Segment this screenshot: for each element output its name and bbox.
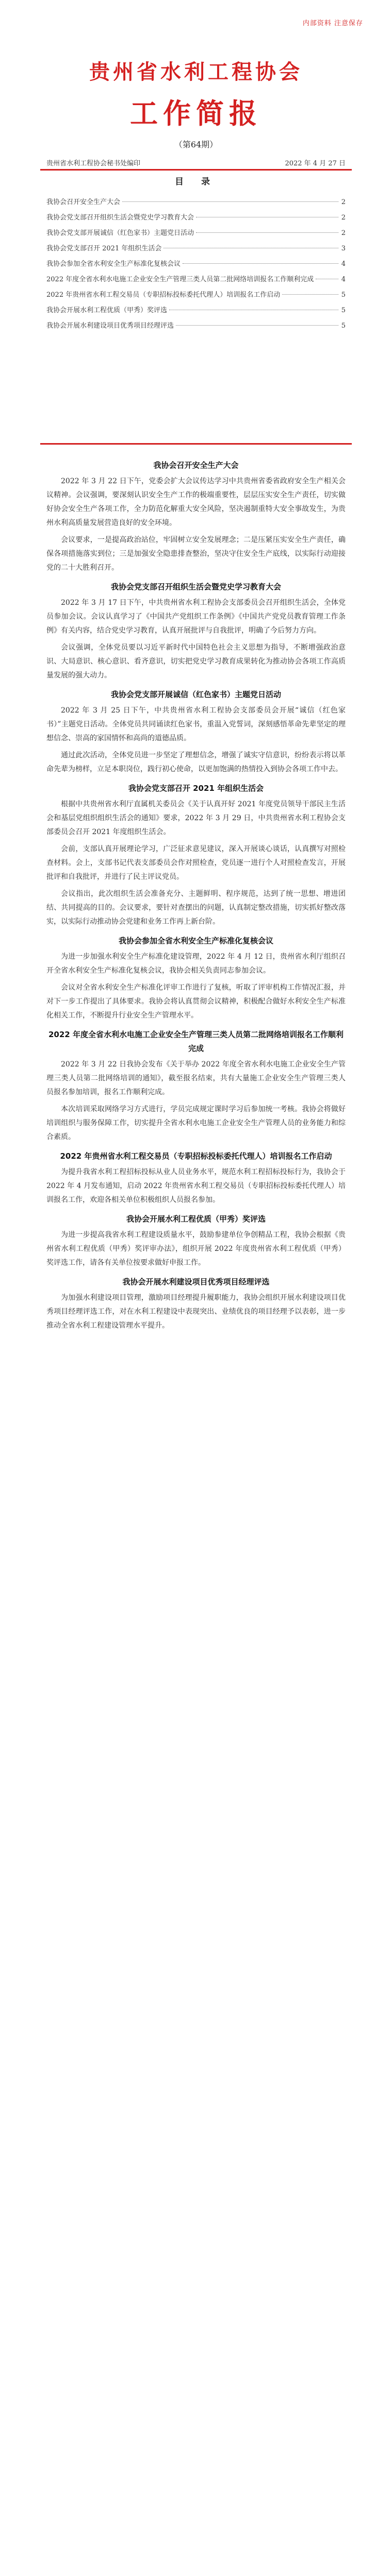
toc-heading: 目 录 [175,177,217,187]
header-divider [40,169,352,171]
article-section [46,1028,346,1144]
article-paragraph: 通过此次活动，全体党员进一步坚定了理想信念，增强了诚实守信意识，纷纷表示将以革命先辈为榜样，立足本职岗位，践行初心使命，以更加饱满的热情投入到协会各项工作中去。 [46,751,346,773]
article-paragraph: 为加强水利建设项目管理，激励项目经理提升履职能力，我协会组织开展水利建设项目优秀项目经理评选工作，对在水利工程建设中表现突出、业绩优良的项目经理予以表彰，进一步推动全省水利工程建设管理水平提升。 [46,1294,346,1330]
toc-item-title: 我协会党支部召开 2021 年组织生活会 [46,245,162,252]
toc-item[interactable] [46,257,346,272]
article-paragraph: 会议指出，此次组织生活会准备充分、主题鲜明、程序规范，达到了统一思想、增进团结、共同提高的目的。会议要求，要针对查摆出的问题，认真制定整改措施，切实抓好整改落实，以实际行动推动协会党建和业务工作再上新台阶。 [46,890,346,926]
article-title: 我协会开展水利工程优质（甲秀）奖评选 [126,1214,266,1224]
article-paragraph: 为提升我省水利工程招标投标从业人员业务水平，规范水利工程招标投标行为，我协会于 2022 年 4 月发布通知，启动 2022 年贵州省水利工程交易员（专职招标投标委托代理人）培训报名工作，欢迎各相关单位积极组织人员报名参加。 [46,1168,346,1204]
bulletin-content [46,453,346,1336]
confidential-mark: 内部资料 注意保存 [302,20,363,27]
article-paragraph: 2022 年 3 月 22 日下午，党委会扩大会议传达学习中共贵州省委省政府安全生产相关会议精神。会议强调，要深刻认识安全生产工作的极端重要性，层层压实安全生产责任，切实做好协会安全生产各项工作，全力防范化解重大安全风险，坚决遏制重特大安全事故发生，为贵州水利高质量发展营造良好的安全环境。 [46,477,346,527]
toc-item-title: 我协会开展水利工程优质（甲秀）奖评选 [46,307,168,314]
article-paragraph: 本次培训采取网络学习方式进行，学员完成规定课时学习后参加统一考核。我协会将做好培训组织与服务保障工作，切实提升全省水利水电施工企业安全生产管理人员的业务能力和综合素质。 [46,1105,346,1141]
toc-item-title: 我协会召开安全生产大会 [46,198,121,206]
article-section [46,1212,346,1270]
article-section [46,1149,346,1207]
article-section [46,580,346,683]
toc-divider [40,443,352,445]
toc-item-title: 我协会开展水利建设项目优秀项目经理评选 [46,322,174,330]
toc-item[interactable] [46,318,346,334]
toc-item-page: 3 [341,245,346,252]
toc-leader-dots [282,294,338,295]
article-title: 我协会党支部开展诚信（红色家书）主题党日活动 [110,690,281,699]
toc-leader-dots [183,263,338,264]
toc-item[interactable] [46,241,346,257]
issue-number: （第64期） [174,140,218,149]
toc-item[interactable] [46,272,346,287]
toc-item-page: 2 [341,214,346,222]
toc-item-page: 5 [341,307,346,314]
table-of-contents [46,195,346,334]
toc-leader-dots [176,325,338,326]
toc-item-title: 2022 年贵州省水利工程交易员（专职招标投标委托代理人）培训报名工作启动 [46,291,281,299]
article-section [46,1275,346,1333]
article-section [46,459,346,575]
publish-date: 2022 年 4 月 27 日 [285,160,346,167]
toc-item-page: 4 [341,276,346,283]
article-title: 我协会参加全省水利安全生产标准化复核会议 [118,936,273,945]
toc-item-page: 5 [341,291,346,299]
article-paragraph: 为进一步提高我省水利工程建设质量水平，鼓励参建单位争创精品工程，我协会根据《贵州省水利工程优质（甲秀）奖评审办法》，组织开展 2022 年度贵州省水利工程优质（甲秀）奖评选工作，请各有关单位按要求做好申报工作。 [46,1231,346,1267]
toc-item[interactable] [46,195,346,210]
toc-item-title: 2022 年度全省水利水电施工企业安全生产管理三类人员第二批网络培训报名工作顺利完成 [46,276,314,283]
toc-item[interactable] [46,226,346,241]
article-section [46,688,346,776]
toc-item-title: 我协会党支部召开组织生活会暨党史学习教育大会 [46,214,194,222]
publisher: 贵州省水利工程协会秘书处编印 [46,160,141,167]
toc-leader-dots [196,232,338,233]
toc-item-page: 4 [341,260,346,268]
article-title: 2022 年贵州省水利工程交易员（专职招标投标委托代理人）培训报名工作启动 [60,1151,332,1161]
toc-item[interactable] [46,210,346,226]
bulletin-title: 工作简报 [130,97,262,130]
article-paragraph: 会议要求，一是提高政治站位，牢固树立安全发展理念；二是压紧压实安全生产责任，确保各项措施落实到位；三是加强安全隐患排查整治，坚决守住安全生产底线，以实际行动迎接党的二十大胜利召开。 [46,536,346,572]
article-paragraph: 2022 年 3 月 25 日下午，中共贵州省水利工程协会支部委员会开展“诚信（红色家书）”主题党日活动。全体党员共同诵读红色家书，重温入党誓词，深刻感悟革命先辈坚定的理想信念、崇高的家国情怀和高尚的道德品质。 [46,706,346,742]
org-title: 贵州省水利工程协会 [89,60,303,84]
article-title: 我协会召开安全生产大会 [153,461,239,470]
article-title: 2022 年度全省水利水电施工企业安全生产管理三类人员第二批网络培训报名工作顺利完成 [48,1030,344,1053]
article-paragraph: 根据中共贵州省水利厅直属机关委员会《关于认真开好 2021 年度党员领导干部民主生活会和基层党组织组织生活会的通知》要求，2022 年 3 月 29 日，中共贵州省水利工程协会支部委员会召开 2021 年度组织生活会。 [46,800,346,836]
article-paragraph: 2022 年 3 月 17 日下午，中共贵州省水利工程协会支部委员会召开组织生活会，全体党员参加会议。会议认真学习了《中国共产党组织工作条例》《中国共产党党员教育管理工作条例》有关内容，结合党史学习教育，认真开展批评与自我批评，明确了今后努力方向。 [46,599,346,635]
toc-item[interactable] [46,287,346,303]
article-section [46,934,346,1023]
toc-item-title: 我协会参加全省水利安全生产标准化复核会议 [46,260,181,268]
article-paragraph: 会议强调，全体党员要以习近平新时代中国特色社会主义思想为指导，不断增强政治意识、大局意识、核心意识、看齐意识，切实把党史学习教育成果转化为推动协会各项工作高质量发展的强大动力。 [46,643,346,680]
toc-item-page: 5 [341,322,346,330]
article-paragraph: 为进一步加强水利安全生产标准化建设管理，2022 年 4 月 12 日，贵州省水利厅组织召开全省水利安全生产标准化复核会议，我协会相关负责同志参加会议。 [46,953,346,975]
toc-item-title: 我协会党支部开展诚信（红色家书）主题党日活动 [46,229,194,237]
toc-item[interactable] [46,303,346,318]
article-title: 我协会开展水利建设项目优秀项目经理评选 [122,1277,270,1286]
article-paragraph: 会前，支部认真开展理论学习，广泛征求意见建议，深入开展谈心谈话，认真撰写对照检查材料。会上，支部书记代表支部委员会作对照检查，党员逐一进行个人对照检查发言，开展批评和自我批评，并进行了民主评议党员。 [46,845,346,881]
article-section [46,782,346,929]
meta-row [46,158,346,167]
article-title: 我协会党支部召开组织生活会暨党史学习教育大会 [110,582,281,591]
toc-item-page: 2 [341,229,346,237]
article-title: 我协会党支部召开 2021 年组织生活会 [128,784,264,793]
article-paragraph: 会议对全省水利安全生产标准化评审工作进行了复核，听取了评审机构工作情况汇报，并对下一步工作提出了具体要求。我协会将认真贯彻会议精神，积极配合做好水利安全生产标准化相关工作，不断提升行业安全生产管理水平。 [46,984,346,1020]
toc-leader-dots [122,201,338,202]
article-paragraph: 2022 年 3 月 22 日我协会发布《关于举办 2022 年度全省水利水电施工企业安全生产管理三类人员第二批网络培训的通知》，截至报名结束，共有大量施工企业安全生产管理三类人员报名参加培训，报名工作顺利完成。 [46,1060,346,1096]
toc-item-page: 2 [341,198,346,206]
